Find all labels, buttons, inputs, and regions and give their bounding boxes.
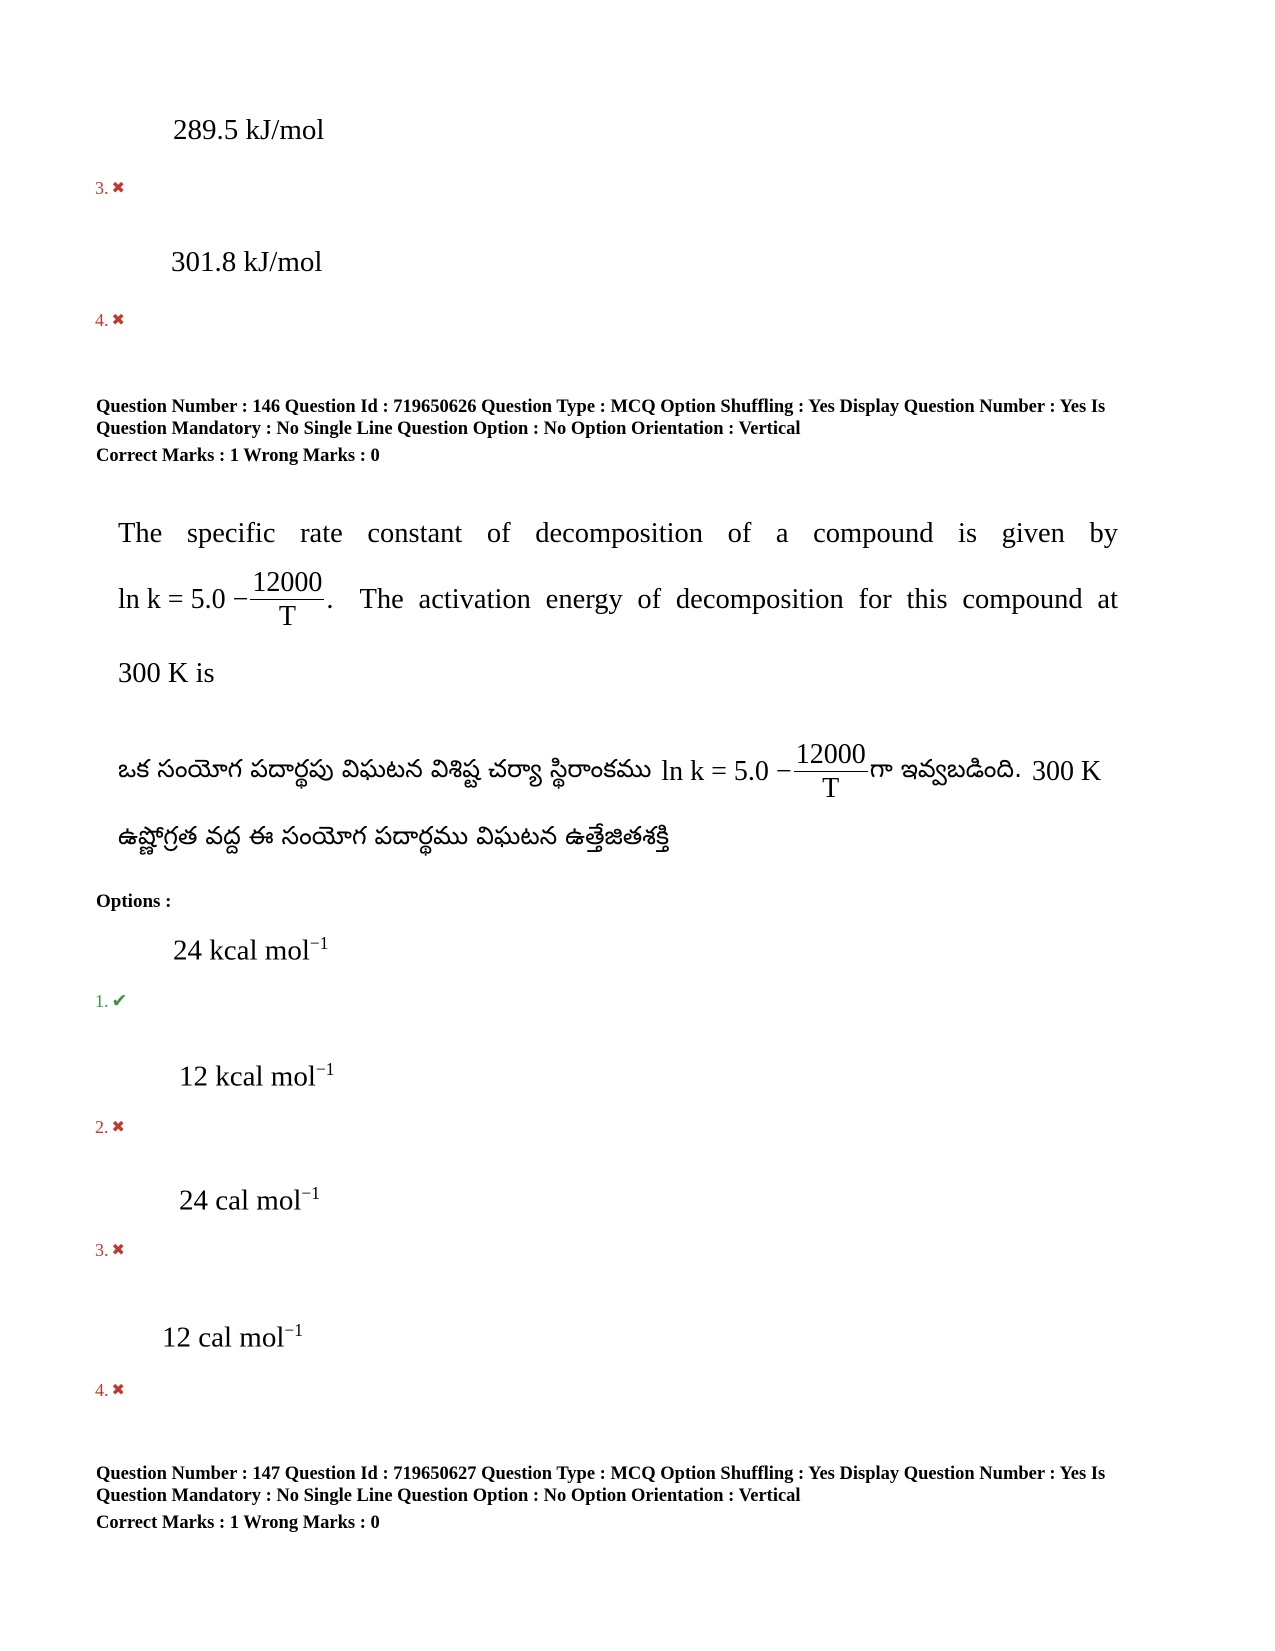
option-number: 3. xyxy=(95,1240,109,1260)
option-number: 4. xyxy=(95,1380,109,1400)
option-3-number xyxy=(95,178,125,199)
question-english-line-3: 300 K is xyxy=(118,658,215,689)
option-superscript: −1 xyxy=(284,1320,303,1340)
formula-numerator: 12000 xyxy=(794,740,868,772)
option-superscript: −1 xyxy=(301,1183,320,1203)
option-value: 12 kcal mol xyxy=(179,1060,316,1093)
option-4-text: 301.8 kJ/mol xyxy=(171,246,323,278)
marks-line: Correct Marks : 1 Wrong Marks : 0 xyxy=(96,1513,380,1533)
wrong-mark-icon: ✖ xyxy=(111,1118,125,1136)
marks-line: Correct Marks : 1 Wrong Marks : 0 xyxy=(96,446,380,466)
wrong-mark-icon: ✖ xyxy=(111,179,125,197)
formula-fraction xyxy=(794,740,868,804)
question-telugu-line-2: ఉష్ణోగ్రత వద్ద ఈ సంయోగ పదార్థము విఘటన ఉత్తేజితశక్తి xyxy=(118,821,670,850)
option-number: 2. xyxy=(95,1117,109,1137)
formula-fraction xyxy=(250,568,324,632)
option-4-text xyxy=(162,1320,303,1355)
option-3-text xyxy=(179,1183,320,1218)
formula-denominator: T xyxy=(822,773,840,805)
correct-mark-icon: ✔ xyxy=(111,991,128,1012)
question-147-meta xyxy=(96,1463,1206,1534)
formula-numerator: 12000 xyxy=(250,568,324,600)
meta-line: Question Number : 147 Question Id : 719650627 Question Type : MCQ Option Shuffling : Yes Display Question Number : Yes Is xyxy=(96,1464,1106,1484)
telugu-text: ఒక సంయోగ పదార్థపు విఘటన విశిష్ట చర్యా స్థిరాంకము xyxy=(118,753,652,783)
option-superscript: −1 xyxy=(315,1059,335,1079)
option-4-number xyxy=(95,310,125,331)
wrong-mark-icon: ✖ xyxy=(111,1381,125,1399)
option-number: 3. xyxy=(95,178,109,198)
wrong-mark-icon: ✖ xyxy=(111,1241,125,1259)
option-number: 4. xyxy=(95,310,109,330)
option-1-number xyxy=(95,991,127,1012)
telugu-text: గా ఇవ్వబడింది. xyxy=(869,753,1023,783)
formula-left: ln k = 5.0 − xyxy=(661,755,792,787)
option-2-number xyxy=(95,1117,125,1138)
temperature-text: 300 K xyxy=(1032,755,1102,787)
formula-denominator: T xyxy=(278,601,296,633)
formula-left: ln k = 5.0 − xyxy=(118,583,249,615)
option-value: 12 cal mol xyxy=(162,1321,285,1354)
question-english-line-2: ln k = 5.0 − $\frac{12000}{T}$ . The activation energy of decomposition for this compound at xyxy=(118,567,1118,633)
options-label: Options : xyxy=(96,891,172,912)
option-2-text xyxy=(179,1059,334,1094)
option-3-number xyxy=(95,1240,125,1261)
question-english-line-2-rest: The activation energy of decomposition for this compound at xyxy=(359,583,1118,615)
option-superscript: −1 xyxy=(309,933,329,953)
question-english-line-1: The specific rate constant of decomposition of a compound is given by xyxy=(118,518,1118,549)
wrong-mark-icon: ✖ xyxy=(111,311,125,329)
option-1-text xyxy=(173,933,328,968)
meta-line: Question Number : 146 Question Id : 719650626 Question Type : MCQ Option Shuffling : Yes Display Question Number : Yes Is xyxy=(96,397,1106,417)
option-3-text: 289.5 kJ/mol xyxy=(173,114,325,146)
question-telugu-line-1 xyxy=(118,740,1118,804)
option-value: 24 kcal mol xyxy=(173,934,310,967)
option-number: 1. xyxy=(95,991,109,1011)
meta-line: Question Mandatory : No Single Line Question Option : No Option Orientation : Vertical xyxy=(96,419,801,439)
question-146-meta xyxy=(96,396,1206,467)
option-4-number xyxy=(95,1380,125,1401)
meta-line: Question Mandatory : No Single Line Question Option : No Option Orientation : Vertical xyxy=(96,1486,801,1506)
option-value: 24 cal mol xyxy=(179,1184,302,1217)
